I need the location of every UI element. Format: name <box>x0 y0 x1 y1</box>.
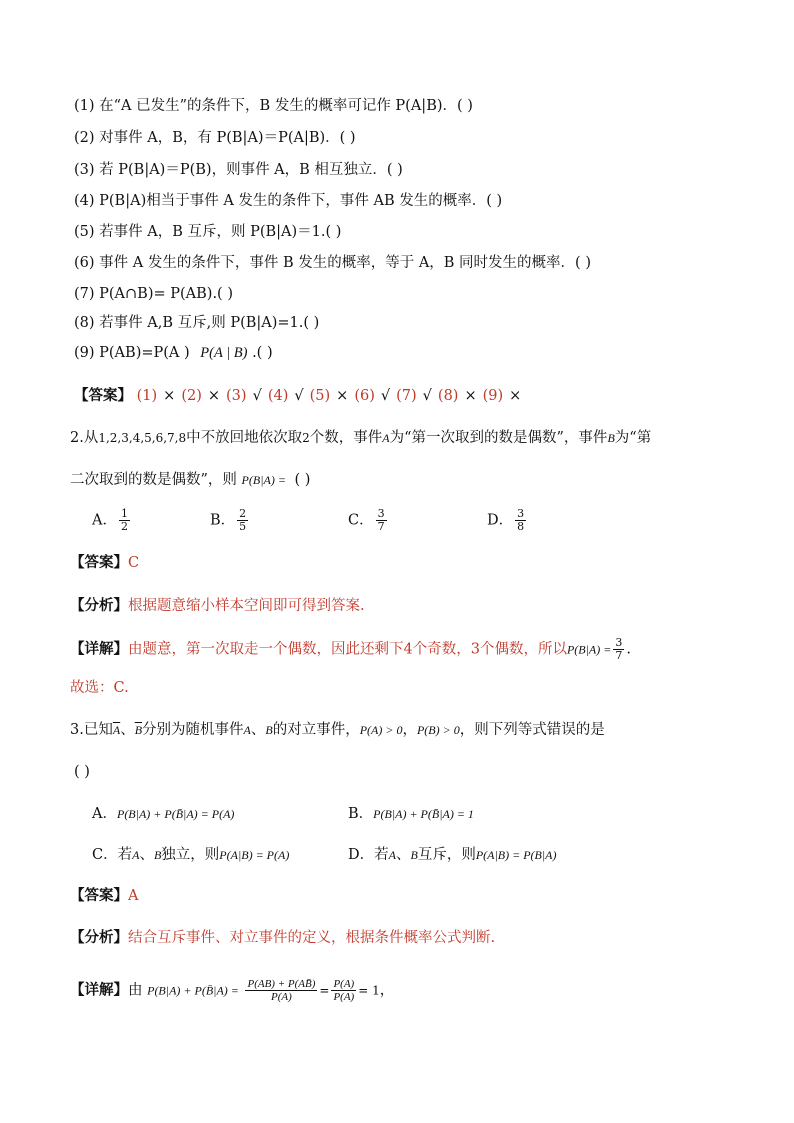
option-text: 、 <box>395 847 411 863</box>
answer-number: (3) <box>226 388 247 404</box>
option-event: B <box>153 848 162 862</box>
option-letter: C． <box>348 512 374 529</box>
q2-answer <box>70 553 139 573</box>
q3-text: ， <box>402 722 417 738</box>
q3-answer <box>70 886 138 906</box>
q2-text: 中不放回地依次取 <box>186 430 303 446</box>
tf-item-6: (6) 事件 A 发生的条件下，事件 B 发生的概率，等于 A，B 同时发生的概率．( ) <box>74 255 591 271</box>
tf-item-9-formula: P(A | B) <box>200 345 248 361</box>
option-event: A <box>132 848 140 862</box>
numerator: P(AB) + P(AB̄) <box>247 978 316 990</box>
q2-count: 2 <box>302 431 310 445</box>
answer-mark: × <box>163 388 176 404</box>
detail-text: 个奇数， <box>412 641 471 658</box>
option-letter: B． <box>210 512 236 529</box>
detail-text: 个偶数，所以 <box>479 641 567 658</box>
answer-value: A <box>128 888 139 904</box>
q3-analysis <box>70 928 495 948</box>
tf-item-7: (7) P(A∩B)= P(AB).( ) <box>74 286 233 302</box>
numerator: 2 <box>239 507 247 520</box>
q3-event-b: B <box>265 723 273 737</box>
q3-text: 、 <box>120 722 135 738</box>
q2-option-d[interactable] <box>487 508 528 533</box>
answer-mark: × <box>207 388 221 404</box>
tf-item-9-paren: .( ) <box>252 345 273 361</box>
q3-stem-line1 <box>70 720 605 740</box>
option-text: 独立，则 <box>161 847 220 863</box>
tf-item-4: (4) P(B|A)相当于事件 A 发生的条件下，事件 AB 发生的概率．( ) <box>74 193 503 209</box>
detail-fraction <box>245 978 317 1003</box>
tf-item-3: (3) 若 P(B|A)＝P(B)，则事件 A，B 相互独立．( ) <box>74 162 403 178</box>
denominator: 7 <box>615 649 623 662</box>
choose-text: 故选：C. <box>70 680 129 696</box>
q3-text: ，则下列等式错误的是 <box>459 722 605 738</box>
denominator: 8 <box>517 520 525 533</box>
q3-option-c[interactable] <box>92 843 289 864</box>
detail-text: 3 <box>470 641 480 658</box>
q2-text: 个数，事件 <box>309 430 383 446</box>
q3-text: 的对立事件， <box>272 722 360 738</box>
option-text: 、 <box>139 847 154 863</box>
option-text: C．若 <box>92 847 133 863</box>
answer-mark: × <box>336 388 349 404</box>
answer-mark: × <box>464 388 477 404</box>
q2-stem-line1 <box>70 428 651 448</box>
detail-result: = 1 <box>358 983 380 998</box>
analysis-text: 根据题意缩小样本空间即可得到答案. <box>128 598 365 614</box>
option-event: B <box>410 848 418 862</box>
tf-item-2: (2) 对事件 A，B，有 P(B|A)＝P(A|B)．( ) <box>74 130 356 146</box>
q2-text: 为“第一次取到的数是偶数”，事件 <box>389 430 608 446</box>
detail-text: 由题意，第一次取走一个偶数，因此还剩下 <box>128 641 404 658</box>
detail-eq: = <box>319 983 330 998</box>
answer-label: 【答案】 <box>74 387 132 404</box>
answer-parts <box>137 388 528 404</box>
q3-complement-a: $\overline{A}$ <box>112 723 121 737</box>
tf-item-1: (1) 在“A 已发生”的条件下，B 发生的概率可记作 P(A|B)．( ) <box>74 98 473 114</box>
denominator: 5 <box>239 520 247 533</box>
q2-option-b[interactable] <box>210 508 250 533</box>
answer-mark: √ <box>252 388 262 404</box>
detail-text: . <box>626 641 631 658</box>
denominator: P(A) <box>333 991 355 1003</box>
q2-paren: ( ) <box>294 472 311 488</box>
denominator: P(A) <box>271 991 292 1003</box>
answer-number: (9) <box>482 388 504 404</box>
answer-mark: × <box>509 388 522 404</box>
fraction <box>515 508 526 533</box>
q2-choose <box>70 678 129 698</box>
answer-mark: √ <box>422 388 432 404</box>
analysis-label: 【分析】 <box>70 597 128 614</box>
q3-detail <box>70 978 394 1003</box>
option-text: D．若 <box>348 847 389 863</box>
q2-option-c[interactable] <box>348 508 389 533</box>
q2-analysis <box>70 596 365 616</box>
fraction <box>237 508 248 533</box>
answer-number: (6) <box>354 388 375 404</box>
numerator: 3 <box>615 636 623 649</box>
option-event: A <box>388 848 396 862</box>
answer-number: (2) <box>181 388 202 404</box>
q2-formula: P(B|A) = <box>241 473 286 487</box>
q2-text: 为“第 <box>614 430 652 446</box>
detail-formula: P(B|A) + P(B̄|A) = <box>147 983 239 998</box>
q2-event-b: B <box>607 431 615 445</box>
q2-number-set: 1,2,3,4,5,6,7,8 <box>98 431 187 445</box>
q2-option-a[interactable] <box>92 508 132 533</box>
answer-value: C <box>128 555 140 571</box>
option-letter: D． <box>487 512 514 529</box>
detail-text: ， <box>379 982 395 999</box>
answer-number: (5) <box>309 388 331 404</box>
numerator: P(A) <box>333 978 355 990</box>
detail-fraction <box>331 978 356 1003</box>
answer-mark: √ <box>380 388 391 404</box>
q3-formula: P(B) > 0 <box>416 723 460 737</box>
fraction <box>119 508 130 533</box>
denominator: 7 <box>377 520 385 533</box>
tf-item-9 <box>74 343 273 363</box>
analysis-text: 结合互斥事件、对立事件的定义，根据条件概率公式判断. <box>128 930 496 946</box>
section1-answer <box>74 386 527 406</box>
q3-option-d[interactable] <box>348 843 557 864</box>
numerator: 3 <box>517 507 525 520</box>
answer-number: (7) <box>396 388 417 404</box>
option-formula: P(B|A) + P(B̄|A) = P(A) <box>116 807 235 821</box>
answer-number: (8) <box>437 388 459 404</box>
answer-mark: √ <box>294 388 304 404</box>
detail-fraction <box>613 637 624 662</box>
detail-label: 【详解】 <box>70 640 128 658</box>
detail-text: 由 <box>128 982 143 999</box>
answer-number: (1) <box>136 388 158 404</box>
detail-text: 4 <box>403 641 413 658</box>
q2-stem-line2 <box>70 470 310 490</box>
fraction <box>376 508 387 533</box>
option-letter: A． <box>92 806 117 822</box>
option-formula: P(A|B) = P(B|A) <box>475 848 557 862</box>
q3-option-a[interactable] <box>92 802 234 823</box>
q3-stem-line2: ( ) <box>74 764 90 780</box>
q3-option-b[interactable] <box>348 802 474 823</box>
q3-complement-b: $\overline{B}$ <box>134 723 143 737</box>
option-formula: P(A|B) = P(A) <box>219 848 290 862</box>
q2-text: 二次取到的数是偶数”，则 <box>70 472 237 488</box>
answer-label: 【答案】 <box>70 887 128 904</box>
detail-formula: P(B|A) = <box>566 642 612 657</box>
answer-label: 【答案】 <box>70 554 128 571</box>
numerator: 1 <box>120 507 128 520</box>
tf-item-5: (5) 若事件 A，B 互斥，则 P(B|A)＝1.( ) <box>74 224 342 240</box>
option-text: 互斥，则 <box>417 847 476 863</box>
tf-item-8: (8) 若事件 A,B 互斥,则 P(B|A)=1.( ) <box>74 315 320 331</box>
option-formula: P(B|A) + P(B̄|A) = 1 <box>373 807 474 821</box>
q3-text: 分别为随机事件 <box>142 722 244 738</box>
q3-event-a: A <box>243 723 251 737</box>
q2-text: 2.从 <box>70 430 99 446</box>
q3-text: 、 <box>250 722 266 738</box>
q3-formula: P(A) > 0 <box>359 723 403 737</box>
detail-label: 【详解】 <box>70 981 128 999</box>
option-letter: A． <box>92 512 117 529</box>
denominator: 2 <box>120 520 128 533</box>
numerator: 3 <box>377 507 385 520</box>
analysis-label: 【分析】 <box>70 929 128 946</box>
q2-detail <box>70 637 631 662</box>
q2-event-a: A <box>382 431 390 445</box>
tf-item-9-text: (9) P(AB)=P(A ) <box>74 345 190 361</box>
q3-text: 3.已知 <box>70 722 113 738</box>
answer-number: (4) <box>267 388 289 404</box>
option-letter: B． <box>348 806 374 822</box>
